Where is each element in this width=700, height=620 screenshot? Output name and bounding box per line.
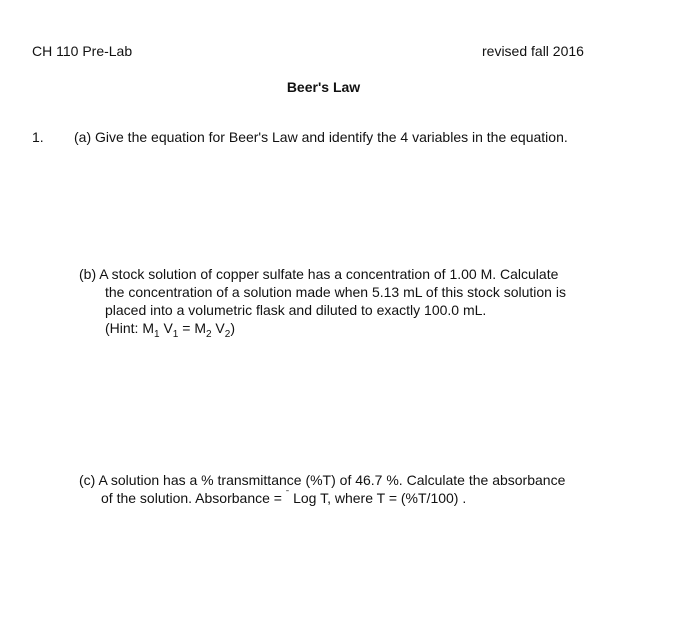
part-b-line-3: placed into a volumetric flask and diluted to exactly 100.0 mL. (105, 302, 487, 318)
hint-sub-4: 2 (224, 328, 231, 340)
part-c-line-1: (c) A solution has a % transmittance (%T) of 46.7 %. Calculate the absorbance (79, 472, 566, 488)
part-c-mark: ˉ (285, 489, 290, 501)
hint-v1: V (159, 320, 173, 336)
hint-v2: V (211, 320, 225, 336)
part-b-line-1: (b) A stock solution of copper sulfate has a concentration of 1.00 M. Calculate (79, 266, 559, 282)
question-number: 1. (32, 129, 44, 145)
part-c-line-2 (79, 489, 639, 507)
revision-label: revised fall 2016 (482, 43, 584, 59)
question-part-a: (a) Give the equation for Beer's Law and identify the 4 variables in the equation. (74, 129, 568, 145)
part-c-line-2a: of the solution. Absorbance = (101, 490, 286, 506)
question-part-c (79, 471, 639, 507)
hint-sub-1: 1 (154, 328, 160, 340)
hint-close: ) (230, 320, 236, 336)
page-title: Beer's Law (286, 79, 361, 95)
part-b-hint (79, 319, 639, 340)
course-label: CH 110 Pre-Lab (32, 43, 133, 59)
hint-equals: = M (178, 320, 206, 336)
hint-prefix: (Hint: M (105, 320, 154, 336)
hint-sub-3: 2 (205, 328, 212, 340)
part-b-line-2: the concentration of a solution made when 5.13 mL of this stock solution is (105, 284, 566, 300)
question-part-b (79, 265, 639, 340)
part-c-line-2b: Log T, where T = (%T/100) . (289, 490, 467, 506)
hint-sub-2: 1 (172, 328, 179, 340)
